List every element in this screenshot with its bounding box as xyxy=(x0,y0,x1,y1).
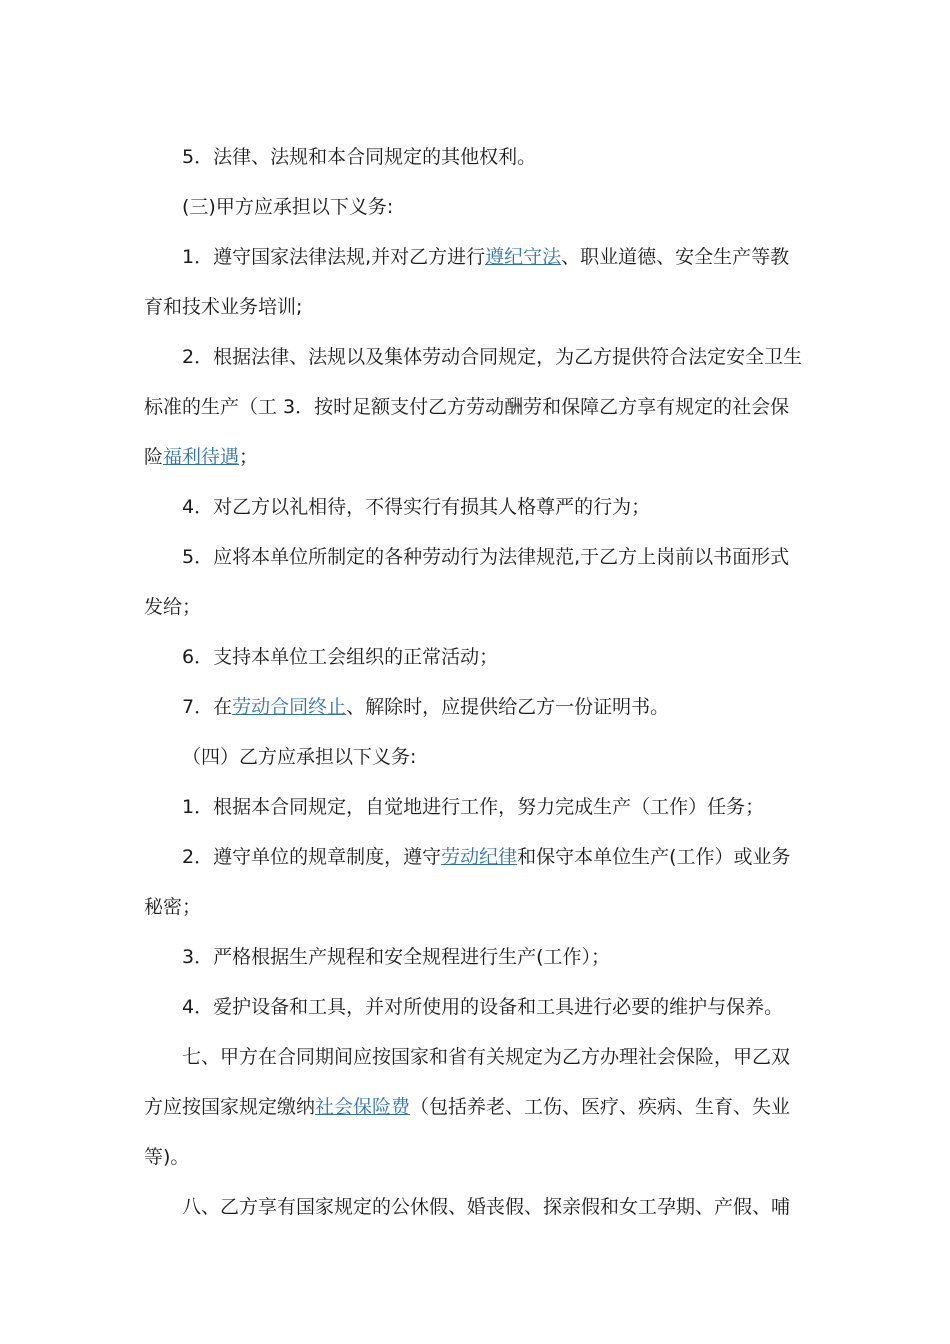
paragraph xyxy=(144,532,806,632)
paragraph-text: 、职业道德、安全生产等教育和技术业务培训; xyxy=(144,246,790,318)
paragraph xyxy=(144,982,806,1032)
inline-link[interactable]: 劳动合同终止 xyxy=(232,696,347,718)
paragraph xyxy=(144,182,806,232)
paragraph-text: （包括养老、工伤、医疗、疾病、生育、失业等)。 xyxy=(144,1096,791,1168)
paragraph-text: 4．对乙方以礼相待，不得实行有损其人格尊严的行为； xyxy=(182,496,651,518)
paragraph-text: 5．应将本单位所制定的各种劳动行为法律规范,于乙方上岗前以书面形式发给； xyxy=(144,546,790,618)
paragraph-text: ； xyxy=(239,446,259,468)
paragraph-text: 5．法律、法规和本合同规定的其他权利。 xyxy=(182,146,537,168)
paragraph xyxy=(144,732,806,782)
paragraph-text: (三)甲方应承担以下义务: xyxy=(182,196,394,218)
inline-link[interactable]: 遵纪守法 xyxy=(485,246,562,268)
paragraph-text: 6．支持本单位工会组织的正常活动； xyxy=(182,646,499,668)
paragraph-text: 七、甲方在合同期间应按国家和省有关规定为乙方办理社会保险，甲乙双方应按国家规定缴纳 xyxy=(144,1046,791,1118)
paragraph xyxy=(144,132,806,182)
paragraph-text: （四）乙方应承担以下义务: xyxy=(182,746,417,768)
paragraph-text: 八、乙方享有国家规定的公休假、婚丧假、探亲假和女工孕期、产假、哺 xyxy=(182,1196,791,1218)
paragraph xyxy=(144,232,806,332)
paragraph-text: 3．严格根据生产规程和安全规程进行生产(工作）； xyxy=(182,946,611,968)
paragraph xyxy=(144,332,806,482)
paragraph xyxy=(144,682,806,732)
paragraph xyxy=(144,1182,806,1232)
paragraph-text: 2．遵守单位的规章制度，遵守 xyxy=(182,846,442,868)
paragraph-text: 1．遵守国家法律法规,并对乙方进行 xyxy=(182,246,486,268)
inline-link[interactable]: 福利待遇 xyxy=(163,446,240,468)
paragraph xyxy=(144,482,806,532)
paragraph xyxy=(144,832,806,932)
inline-link[interactable]: 社会保险费 xyxy=(315,1096,411,1118)
paragraph xyxy=(144,632,806,682)
paragraph xyxy=(144,782,806,832)
paragraph-text: 、解除时，应提供给乙方一份证明书。 xyxy=(346,696,670,718)
paragraph-text: 1．根据本合同规定，自觉地进行工作，努力完成生产（工作）任务； xyxy=(182,796,765,818)
inline-link[interactable]: 劳动纪律 xyxy=(441,846,518,868)
paragraph-text: 7．在 xyxy=(182,696,233,718)
paragraph-text: 2．根据法律、法规以及集体劳动合同规定，为乙方提供符合法定安全卫生标准的生产（工 3．按时足额支付乙方劳动酬劳和保障乙方享有规定的社会保险 xyxy=(144,346,803,468)
paragraph xyxy=(144,1032,806,1182)
paragraph-text: 4．爱护设备和工具，并对所使用的设备和工具进行必要的维护与保养。 xyxy=(182,996,784,1018)
paragraph-text: 和保守本单位生产(工作）或业务秘密； xyxy=(144,846,791,918)
paragraph xyxy=(144,932,806,982)
